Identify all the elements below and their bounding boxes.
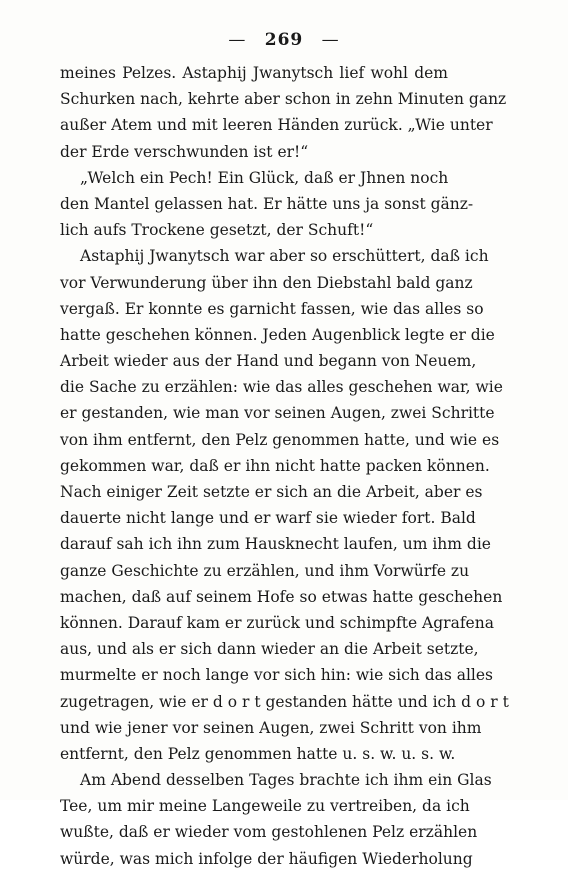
text-line: Astaphij Jwanytsch war aber so erschüttert, daß ich bbox=[80, 247, 489, 266]
text-line: würde, was mich infolge der häufigen Wiederholung bbox=[60, 849, 473, 868]
text-line: und wie jener vor seinen Augen, zwei Schritt von ihm bbox=[60, 718, 482, 737]
header-dash-right: — bbox=[321, 30, 340, 50]
text-line: dauerte nicht lange und er warf sie wieder fort. Bald bbox=[60, 509, 476, 528]
text-line: wußte, daß er wieder vom gestohlenen Pelz erzählen bbox=[60, 823, 478, 842]
text-line: Nach einiger Zeit setzte er sich an die Arbeit, aber es bbox=[60, 483, 483, 501]
text-line: lich aufs Trockene gesetzt, der Schuft!“ bbox=[60, 221, 374, 240]
text-line: der Erde verschwunden ist er!“ bbox=[60, 142, 309, 161]
text-line: machen, daß auf seinem Hofe so etwas hatte geschehen bbox=[60, 587, 503, 606]
text-line: zugetragen, wie er d o r t gestanden hätte und ich d o r t bbox=[60, 692, 509, 711]
text-line: aus, und als er sich dann wieder an die Arbeit setzte, bbox=[60, 640, 479, 659]
text-line: Arbeit wieder aus der Hand und begann von Neuem, bbox=[60, 352, 477, 371]
header-dash-left: — bbox=[228, 30, 247, 50]
text-line: murmelte er noch lange vor sich hin: wie sich das alles bbox=[60, 666, 494, 685]
text-line: können. Darauf kam er zurück und schimpfte Agrafena bbox=[60, 613, 494, 632]
text-line: vergaß. Er konnte es garnicht fassen, wie das alles so bbox=[60, 299, 484, 318]
page-header bbox=[0, 30, 568, 50]
text-line: die Sache zu erzählen: wie das alles geschehen war, wie bbox=[60, 378, 503, 397]
text-line: ganze Geschichte zu erzählen, und ihm Vorwürfe zu bbox=[60, 561, 470, 580]
page-number: 269 bbox=[264, 30, 304, 50]
text-line: außer Atem und mit leeren Händen zurück. „Wie unter bbox=[60, 116, 493, 135]
text-line: er gestanden, wie man vor seinen Augen, zwei Schritte bbox=[60, 404, 495, 423]
body-text bbox=[60, 60, 509, 872]
text-line: entfernt, den Pelz genommen hatte u. s. w. u. s. w. bbox=[60, 744, 456, 763]
text-line: Schurken nach, kehrte aber schon in zehn Minuten ganz bbox=[60, 90, 507, 109]
text-line: darauf sah ich ihn zum Hausknecht laufen, um ihm die bbox=[60, 535, 491, 554]
text-line: Tee, um mir meine Langeweile zu vertreiben, da ich bbox=[60, 797, 470, 816]
text-line: gekommen war, daß er ihn nicht hatte packen können. bbox=[60, 456, 490, 475]
text-line: den Mantel gelassen hat. Er hätte uns ja sonst gänz- bbox=[60, 194, 474, 213]
text-line: meines Pelzes. Astaphij Jwanytsch lief wohl dem bbox=[60, 64, 448, 82]
text-line: hatte geschehen können. Jeden Augenblick legte er die bbox=[60, 325, 495, 344]
text-line: von ihm entfernt, den Pelz genommen hatte, und wie es bbox=[60, 430, 500, 449]
text-line: „Welch ein Pech! Ein Glück, daß er Jhnen noch bbox=[80, 168, 449, 187]
text-line: vor Verwunderung über ihn den Diebstahl bald ganz bbox=[60, 273, 473, 292]
text-line: Am Abend desselben Tages brachte ich ihm ein Glas bbox=[80, 771, 492, 790]
